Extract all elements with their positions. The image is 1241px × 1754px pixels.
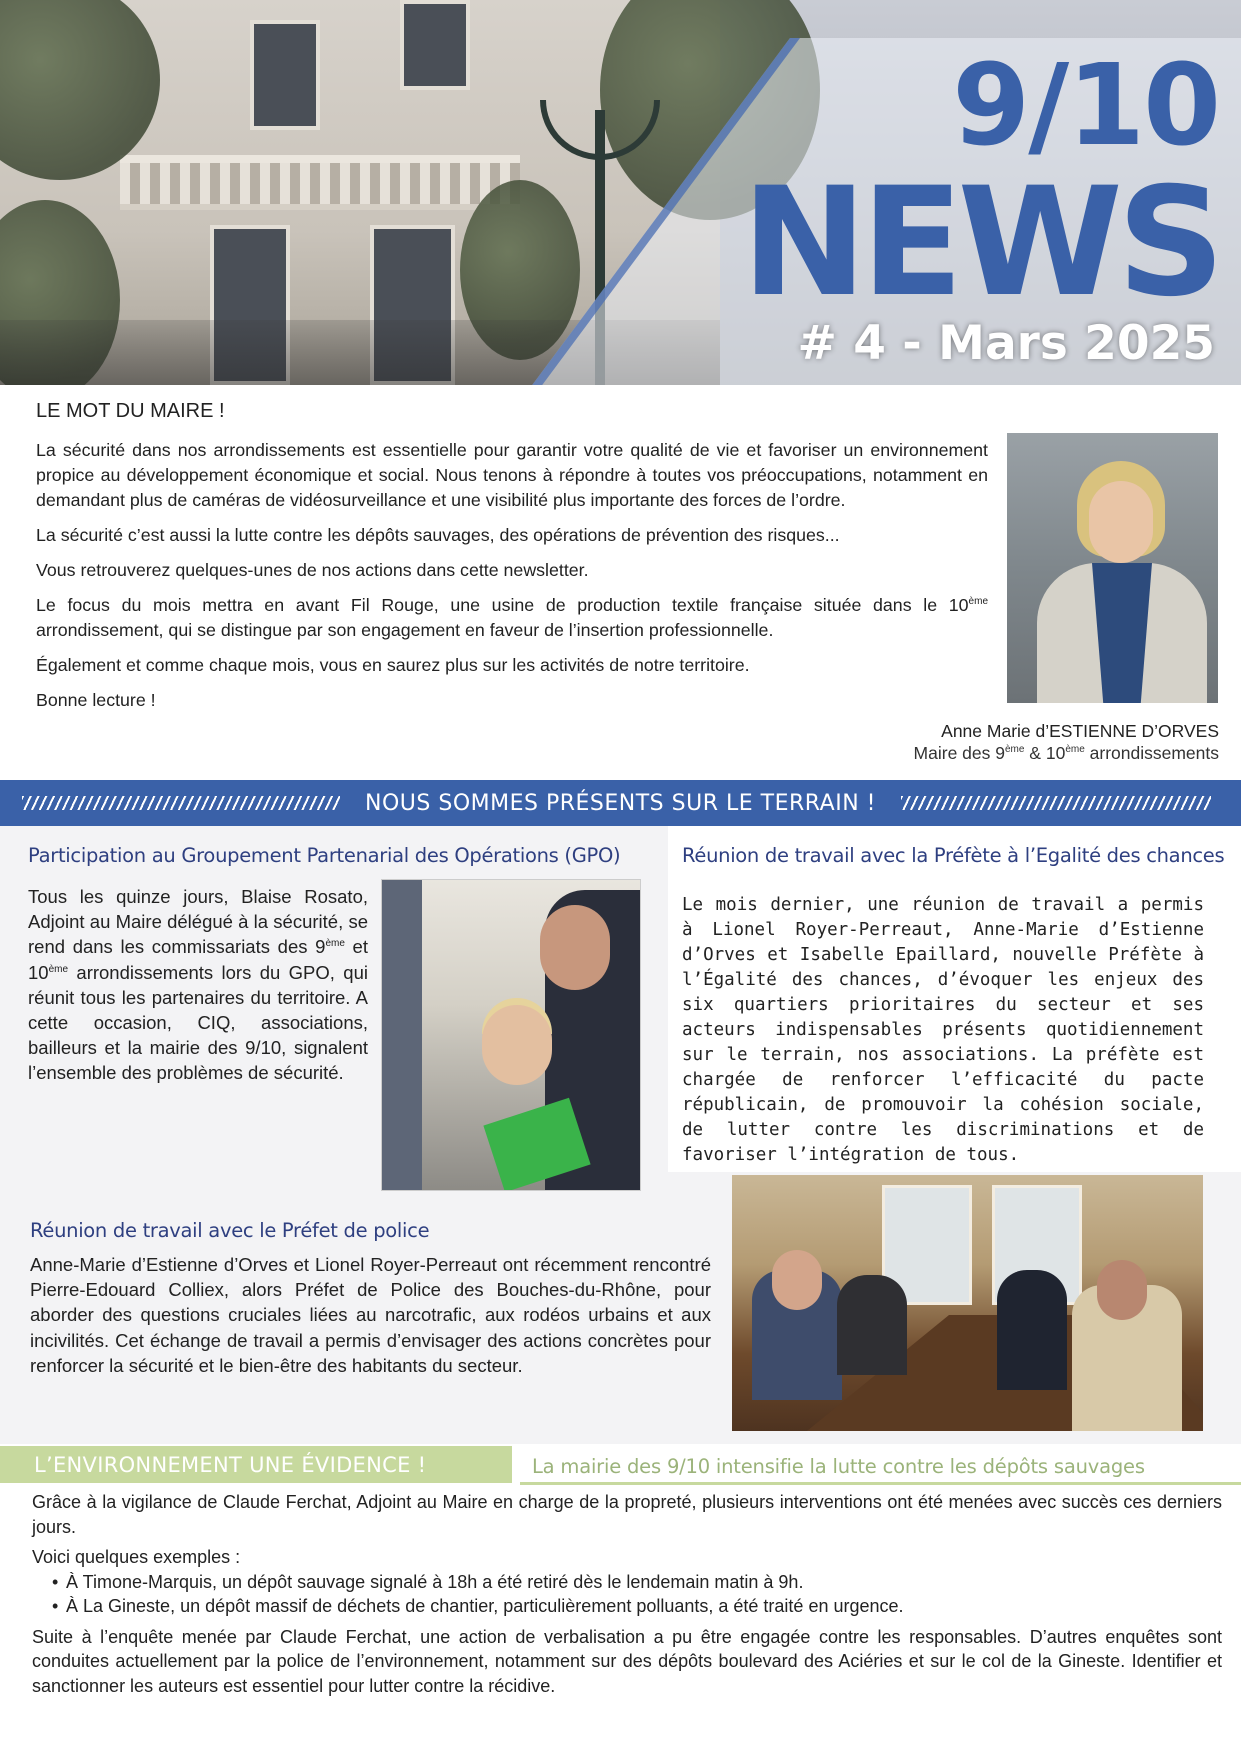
mot-paragraph: Vous retrouverez quelques-unes de nos actions dans cette newsletter. xyxy=(36,560,589,580)
photo-person xyxy=(997,1270,1067,1390)
mot-paragraph xyxy=(36,593,988,643)
prefete-article-title: Réunion de travail avec la Préfète à l’Egalité des chances xyxy=(682,844,1225,867)
photo-person-head xyxy=(772,1250,822,1310)
prefet-meeting-photo xyxy=(732,1175,1203,1431)
terrain-section-banner xyxy=(0,780,1241,826)
portrait-face xyxy=(1089,481,1153,563)
header-banner xyxy=(0,0,1241,385)
prefet-police-article-text: Anne-Marie d’Estienne d’Orves et Lionel Royer-Perreaut ont récemment rencontré Pierre-Edouard Colliex, alors Préfet de Police des Bouches-du-Rhône, pour aborder des questions cruciales liées au narcotrafic, aux rodéos urbains et aux incivilités. Cet échange de travail a permis d’envisager des actions concrètes pour renforcer la sécurité et le bien-être des habitants du secteur. xyxy=(30,1254,711,1376)
environnement-banner xyxy=(0,1446,512,1483)
prefet-police-article-title: Réunion de travail avec le Préfet de police xyxy=(30,1219,430,1242)
terrain-section-title: NOUS SOMMES PRÉSENTS SUR LE TERRAIN ! xyxy=(365,790,876,816)
env-paragraph: Voici quelques exemples : xyxy=(32,1547,241,1567)
gpo-text-span: Tous les quinze jours, Blaise Rosato, Adjoint au Maire délégué à la sécurité, se rend dans les commissariats des 9 xyxy=(28,886,368,958)
gpo-text-span: arrondissements lors du GPO, qui réunit tous les partenaires du territoire. A cette occasion, CIQ, associations, bailleurs et la mairie des 9/10, signalent l’ensemble des problèmes de sécurité. xyxy=(28,961,368,1084)
mot-du-maire-title: LE MOT DU MAIRE ! xyxy=(36,400,225,422)
superscript: ème xyxy=(1004,744,1025,756)
photo-person-head xyxy=(1097,1260,1147,1320)
mot-du-maire-text xyxy=(36,438,988,723)
gpo-text-span: et 10 xyxy=(28,936,368,983)
environnement-title: L’ENVIRONNEMENT UNE ÉVIDENCE ! xyxy=(34,1452,427,1477)
gpo-article-title: Participation au Groupement Partenarial des Opérations (GPO) xyxy=(28,844,621,867)
mayor-signature-name: Anne Marie d’ESTIENNE D’ORVES xyxy=(941,721,1219,741)
mot-text-span: arrondissement, qui se distingue par son engagement en faveur de l’insertion professionnelle. xyxy=(36,620,774,640)
newsletter-title-news: NEWS xyxy=(741,156,1219,330)
superscript: ème xyxy=(48,963,69,975)
photo-person-face xyxy=(482,1005,552,1085)
mot-text-span: Le focus du mois mettra en avant Fil Rouge, une usine de production textile française située dans le 10 xyxy=(36,595,969,615)
superscript: ème xyxy=(325,938,345,950)
list-item: • À La Gineste, un dépôt massif de déchets de chantier, particulièrement polluants, a été traité en urgence. xyxy=(52,1594,1222,1619)
role-text: & 10 xyxy=(1024,743,1066,763)
prefete-article-text: Le mois dernier, une réunion de travail a permis à Lionel Royer-Perreaut, Anne-Marie d’Estienne d’Orves et Isabelle Epaillard, nouvelle Préfète à l’Égalité des chances, d’évoquer les enjeux des six quartiers prioritaires du secteur et ses acteurs indispensables présents quotidiennement sur le terrain, nos associations. La préfète est chargée de renforcer l’efficacité du pacte républicain, de promouvoir la cohésion sociale, de lutter contre les discriminations et de favoriser l’intégration de tous. xyxy=(682,895,1204,1165)
mot-paragraph: La sécurité c’est aussi la lutte contre les dépôts sauvages, des opérations de prévention des risques... xyxy=(36,525,840,545)
tree-foliage xyxy=(0,0,160,180)
role-text: Maire des 9 xyxy=(913,743,1005,763)
gpo-meeting-photo xyxy=(382,880,640,1190)
mot-paragraph: Bonne lecture ! xyxy=(36,690,156,710)
superscript: ème xyxy=(968,596,988,608)
photo-person-head xyxy=(540,905,610,990)
env-paragraph: Suite à l’enquête menée par Claude Ferchat, une action de verbalisation a pu être engagée contre les responsables. D’autres enquêtes sont conduites actuellement par la police de l’environnement, notamment sur des dépôts boulevard des Aciéries et sur le col de la Gineste. Identifier et sanctionner les auteurs est essentiel pour lutter contre la récidive. xyxy=(32,1626,1222,1696)
env-paragraph: Grâce à la vigilance de Claude Ferchat, Adjoint au Maire en charge de la propreté, plusieurs interventions ont été menées avec succès ces derniers jours. xyxy=(32,1492,1222,1537)
gpo-article-text xyxy=(28,884,368,1086)
banner-hatch-left xyxy=(22,796,340,810)
photo-person xyxy=(382,880,422,1190)
banner-hatch-right xyxy=(901,796,1211,810)
photo-person xyxy=(837,1275,907,1375)
mayor-portrait xyxy=(1007,433,1218,703)
list-item: • À Timone-Marquis, un dépôt sauvage signalé à 18h a été retiré dès le lendemain matin à 9h. xyxy=(52,1570,1222,1595)
superscript: ème xyxy=(1065,744,1085,756)
environnement-underline xyxy=(520,1482,1241,1485)
building-window xyxy=(250,20,320,130)
environnement-subtitle: La mairie des 9/10 intensifie la lutte contre les dépôts sauvages xyxy=(532,1455,1145,1478)
role-text: arrondissements xyxy=(1084,743,1219,763)
mot-paragraph: La sécurité dans nos arrondissements est essentielle pour garantir votre qualité de vie et favoriser un environnement propice au développement économique et social. Nous tenons à répondre à toutes vos préoccupations, notamment en demandant plus de caméras de vidéosurveillance et une visibilité plus importante des forces de l’ordre. xyxy=(36,440,988,510)
issue-date: # 4 - Mars 2025 xyxy=(797,316,1215,371)
building-window xyxy=(400,0,470,90)
env-examples-list xyxy=(32,1570,1222,1619)
newsletter-title-number: 9/10 xyxy=(952,41,1219,171)
mayor-signature-role xyxy=(914,743,1219,764)
mot-paragraph: Également et comme chaque mois, vous en saurez plus sur les activités de notre territoire. xyxy=(36,655,750,675)
environnement-text xyxy=(32,1490,1222,1704)
building-balcony xyxy=(120,155,520,210)
